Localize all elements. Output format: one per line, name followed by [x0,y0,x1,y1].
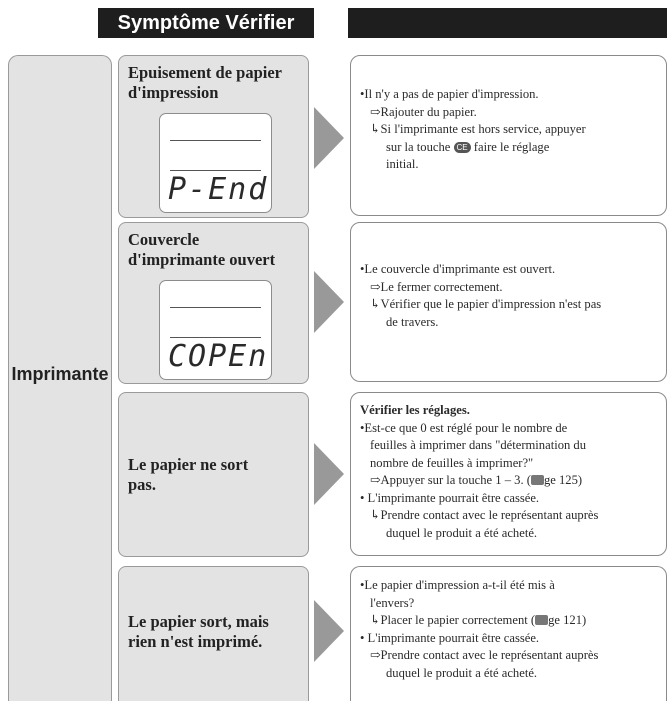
page-ref-icon [531,475,544,485]
symptom-header: Symptôme Vérifier [98,8,314,38]
arrow-icon [314,600,344,662]
solution-box-paper-empty: •Il n'y a pas de papier d'impression. ⇨Rajouter du papier. ↳Si l'imprimante est hors service, appuyer sur la touche CE faire le réglage initial. [350,55,667,216]
category-label: Imprimante [11,364,109,384]
symptom-box-cover-open [118,222,309,384]
ce-key-icon: CE [454,142,471,153]
solution-box-paper-not-out: Vérifier les réglages. •Est-ce que 0 est réglé pour le nombre de feuilles à imprimer dans "détermination du nombre de feuilles à imprimer?" ⇨Appuyer sur la touche 1 – 3. ( ge 125) • L'imprimante pourrait être cassée. ↳Prendre contact avec le représentant auprès duquel le produit a été acheté. [350,392,667,556]
lcd-display [159,113,272,213]
category-column [8,55,112,701]
arrow-icon [314,443,344,505]
arrow-icon [314,271,344,333]
symptom-box-paper-not-out [118,392,309,557]
lcd-text: COPEn [168,339,269,374]
symptom-box-paper-empty [118,55,309,218]
symptom-box-blank-print [118,566,309,701]
lcd-text: P-End [168,172,269,207]
arrow-icon [314,107,344,169]
symptom-title: Couvercle d'imprimante ouvert [128,230,276,269]
symptom-title: Le papier sort, mais rien n'est imprimé. [128,612,269,651]
solution-box-blank-print: •Le papier d'impression a-t-il été mis à l'envers? ↳Placer le papier correctement ( ge 121) • L'imprimante pourrait être cassée. ⇨Prendre contact avec le représentant auprès duquel le produit a été acheté. [350,566,667,701]
symptom-title: Le papier ne sort pas. [128,455,249,494]
page-ref-icon [535,615,548,625]
symptom-title: Epuisement de papier d'impression [128,63,283,102]
remedy-header [348,8,667,38]
lcd-display [159,280,272,380]
solution-box-cover-open: •Le couvercle d'imprimante est ouvert. ⇨Le fermer correctement. ↳Vérifier que le papier d'impression n'est pas de travers. [350,222,667,382]
